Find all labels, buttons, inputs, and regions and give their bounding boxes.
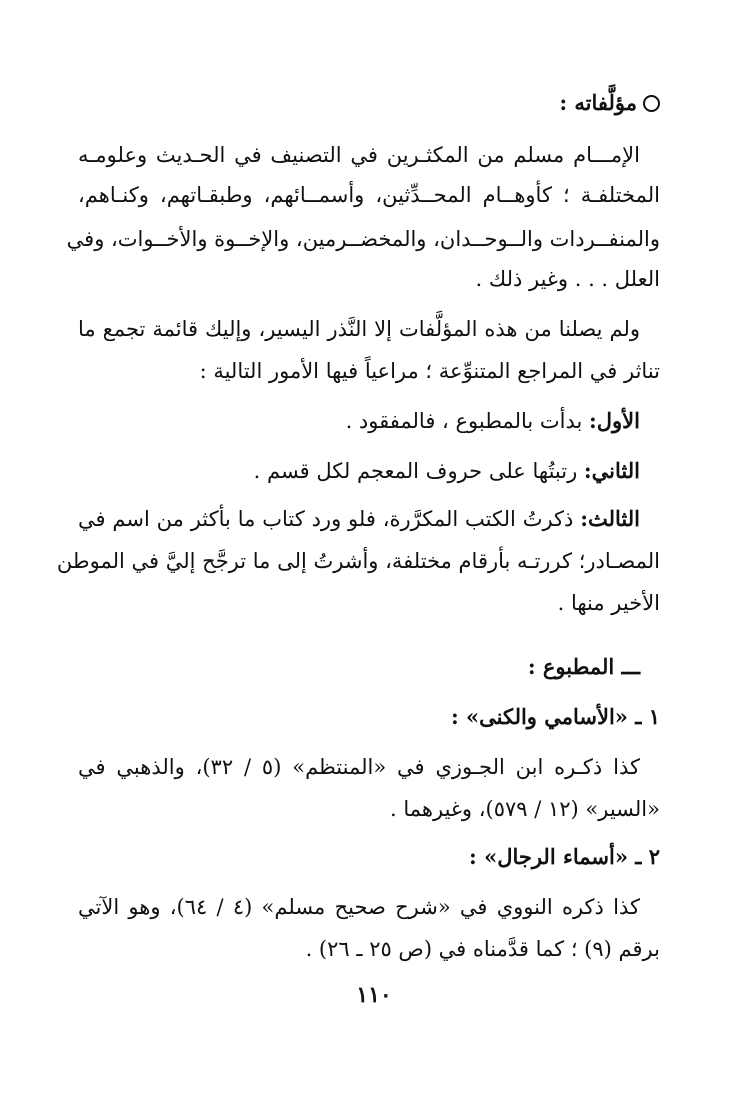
page-number: ١١٠ xyxy=(356,982,392,1008)
paragraph-2-line-2: تناثر في المراجع المتنوِّعة ؛ مراعياً فيها الأمور التالية : xyxy=(199,359,660,383)
rule-3-text: ذكرتُ الكتب المكرَّرة، فلو ورد كتاب ما بأكثر من اسم في xyxy=(78,507,581,531)
section-heading: مؤلَّفاته : xyxy=(559,88,660,118)
rule-1-label: الأول: xyxy=(589,408,640,433)
paragraph-1-line-1: الإمـــام مسلم من المكثـرين في التصنيف في الحـديث وعلومـه xyxy=(78,143,640,167)
paragraph-2-line-1: ولم يصلنا من هذه المؤلَّفات إلا النَّذر اليسير، وإليك قائمة تجمع ما xyxy=(78,317,640,341)
paragraph-1-line-4: العلل . . . وغير ذلك . xyxy=(475,267,660,291)
book-2-title: ٢ ـ «أسماء الرجال» : xyxy=(469,844,660,869)
circle-bullet-icon xyxy=(643,95,660,112)
rule-1 xyxy=(346,406,640,436)
paragraph-1-line-2: المختلفـة ؛ كأوهــام المحــدِّثين، وأسمــائهم، وطبقـاتهم، وكنـاهم، xyxy=(78,183,660,207)
book-1-line-1: كذا ذكـره ابن الجـوزي في «المنتظم» (٥ / ٣٢)، والذهبي في xyxy=(78,755,640,779)
rule-2 xyxy=(254,456,640,486)
rule-2-text: رتبتُها على حروف المعجم لكل قسم . xyxy=(253,459,584,483)
rule-1-text: بدأت بالمطبوع ، فالمفقود . xyxy=(345,409,590,433)
rule-3-continuation-line-1: المصـادر؛ كررتـه بأرقام مختلفة، وأشرتُ إلى ما ترجَّح إليَّ في الموطن xyxy=(56,549,660,573)
book-2-line-1: كذا ذكره النووي في «شرح صحيح مسلم» (٤ / ٦٤)، وهو الآتي xyxy=(78,895,640,919)
book-1-title: ١ ـ «الأسامي والكنى» : xyxy=(450,704,660,729)
rule-2-label: الثاني: xyxy=(583,458,640,483)
book-1-line-2: «السير» (١٢ / ٥٧٩)، وغيرهما . xyxy=(390,797,660,821)
printed-section-title: ـــ المطبوع : xyxy=(527,654,640,679)
rule-3 xyxy=(78,504,640,534)
rule-3-continuation-line-2: الأخير منها . xyxy=(557,591,660,615)
rule-3-label: الثالث: xyxy=(580,506,640,531)
book-2-line-2: برقم (٩) ؛ كما قدَّمناه في (ص ٢٥ ـ ٢٦) . xyxy=(305,937,660,961)
paragraph-1-line-3: والمنفــردات والــوحــدان، والمخضــرمين، والإخــوة والأخــوات، وفي xyxy=(66,227,660,251)
